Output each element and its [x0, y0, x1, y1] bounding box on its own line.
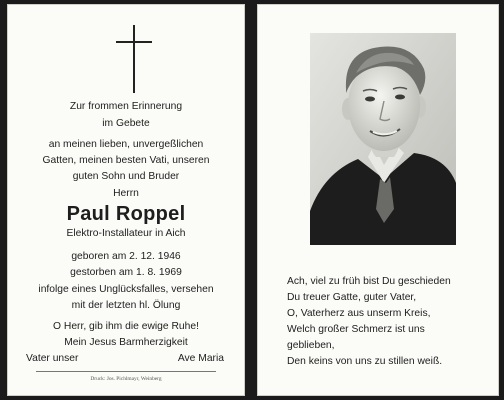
deceased-name: Paul Roppel: [66, 203, 186, 225]
poem-line-4: Welch großer Schmerz ist uns: [287, 324, 425, 335]
prayer-vater-unser: Vater unser: [26, 353, 79, 364]
dedication-line-3: guten Sohn und Bruder: [72, 171, 180, 182]
prayer-line-3: [26, 352, 224, 365]
divider: [36, 371, 216, 372]
dedication-line-2: Gatten, meinen besten Vati, unseren: [42, 155, 210, 166]
death-date: gestorben am 1. 8. 1969: [70, 267, 182, 278]
intro-line-1: Zur frommen Erinnerung: [69, 101, 183, 112]
poem-line-1: Ach, viel zu früh bist Du geschieden: [287, 276, 451, 287]
portrait-photo: [310, 33, 456, 245]
birth-date: geboren am 2. 12. 1946: [71, 251, 181, 262]
printer-credit: Druck: Jos. Pichlmayr, Weinberg: [90, 376, 162, 382]
poem-line-5: geblieben,: [287, 340, 335, 351]
prayer-ave-maria: Ave Maria: [177, 353, 224, 364]
portrait-image: [310, 33, 456, 245]
cause-line-1: infolge eines Unglücksfalles, versehen: [38, 284, 214, 295]
cross-icon: [116, 25, 152, 93]
memorial-card-right: [257, 4, 499, 396]
prayer-line-1: O Herr, gib ihm die ewige Ruhe!: [53, 321, 199, 332]
prayer-line-2: Mein Jesus Barmherzigkeit: [64, 337, 188, 348]
poem-line-2: Du treuer Gatte, guter Vater,: [287, 292, 417, 303]
intro-line-2: im Gebete: [102, 118, 150, 129]
dedication-line-1: an meinen lieben, unvergeßlichen: [48, 139, 204, 150]
occupation: Elektro-Installateur in Aich: [66, 228, 186, 239]
honorific: Herrn: [113, 188, 139, 199]
poem-line-6: Den keins von uns zu stillen weiß.: [287, 356, 443, 367]
cause-line-2: mit der letzten hl. Ölung: [71, 300, 181, 311]
memorial-card-left: [7, 4, 245, 396]
poem-line-3: O, Vaterherz aus unserm Kreis,: [287, 308, 431, 319]
